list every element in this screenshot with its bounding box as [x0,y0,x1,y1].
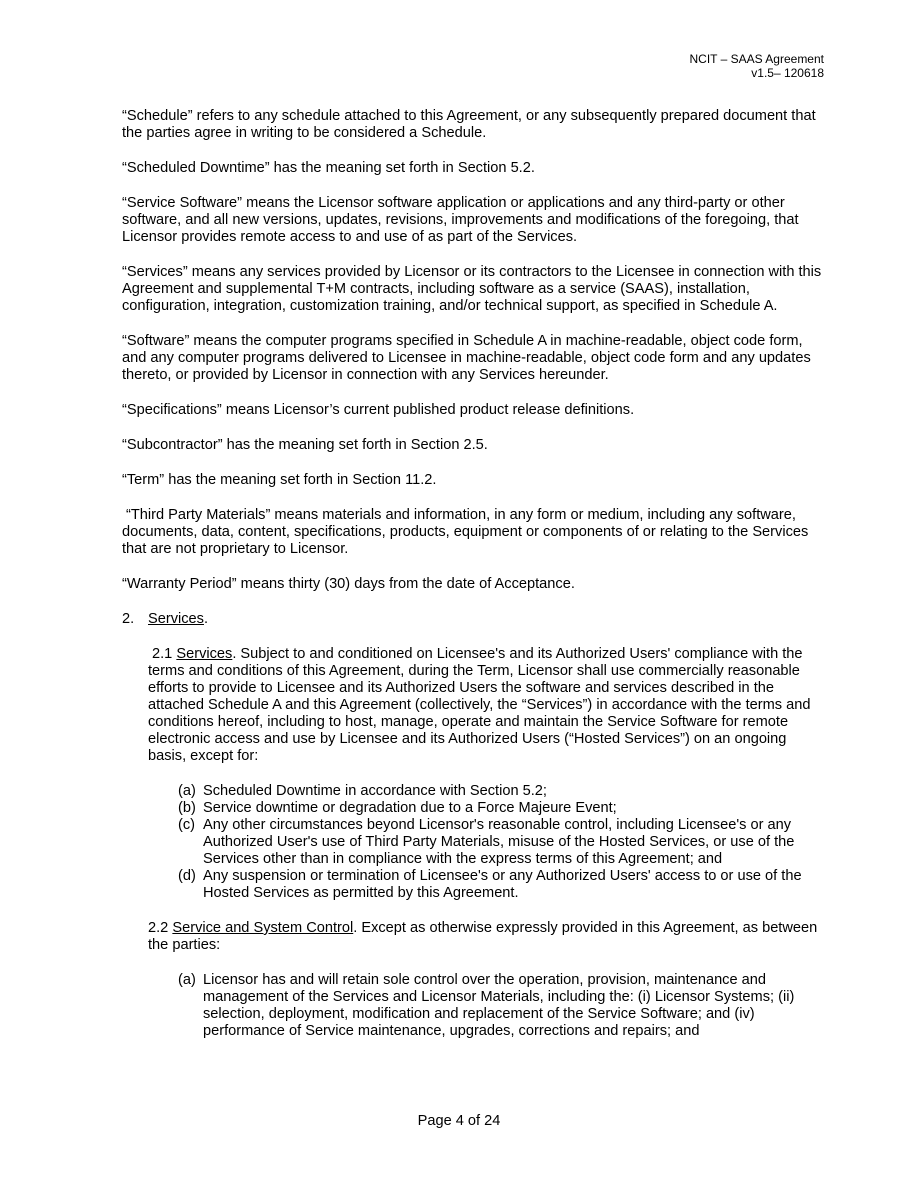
section-2-number: 2. [122,611,135,627]
section-2-2-paragraph [148,920,828,954]
definition-services: “Services” means any services provided by Licensor or its contractors to the Licensee in connection with this Agreement and supplemental T+M contracts, including software as a service (SAAS), installation, configuration, integration, customization training, and/or technical support, as specified in Schedule A. [122,264,822,314]
list-item: (a) Licensor has and will retain sole control over the operation, provision, maintenance and management of the Services and Licensor Materials, including the: (i) Licensor Systems; (ii) selection, deployment, modification and replacement of the Service Software; and (iv) performance of Service maintenance, upgrades, corrections and repairs; and [178,972,795,1039]
header-title: NCIT – SAAS Agreement [689,52,824,66]
section-2-1-title: Services [176,646,233,662]
definition-subcontractor: “Subcontractor” has the meaning set forth in Section 2.5. [122,437,488,453]
section-2-1-exceptions-list [178,783,828,902]
section-2-1-paragraph [148,646,828,765]
section-2-2-list [178,972,828,1040]
definition-specifications: “Specifications” means Licensor’s current published product release definitions. [122,402,635,418]
definition-software: “Software” means the computer programs specified in Schedule A in machine-readable, object code form, and any computer programs delivered to Licensee in machine-readable, object code form and any updates thereto, or provided by Licensor in connection with any Services hereunder. [122,333,811,383]
definition-third-party-materials: “Third Party Materials” means materials and information, in any form or medium, including any software, documents, data, content, specifications, products, equipment or components of or relating to the Services that are not proprietary to Licensor. [122,507,809,557]
section-2-1-number: 2.1 [152,646,173,662]
definition-warranty-period: “Warranty Period” means thirty (30) days from the date of Acceptance. [122,576,575,592]
section-2-2-text: . Except as otherwise expressly provided in this Agreement, as between the parties: [148,920,818,953]
list-item: (c) Any other circumstances beyond Licensor's reasonable control, including Licensee's or any Authorized User's use of Third Party Materials, misuse of the Hosted Services, or use of the Services other than in compliance with the express terms of this Agreement; and [178,817,795,867]
document-body [122,108,828,1058]
page-number: Page 4 of 24 [417,1113,501,1129]
definition-service-software: “Service Software” means the Licensor software application or applications and any third-party or other software, and all new versions, updates, revisions, improvements and modifications of the foregoing, that Licensor provides remote access to and use of as part of the Services. [122,195,799,245]
definition-scheduled-downtime: “Scheduled Downtime” has the meaning set forth in Section 5.2. [122,160,535,176]
definition-term: “Term” has the meaning set forth in Section 11.2. [122,472,437,488]
page-header [689,52,824,80]
list-item: (a) Scheduled Downtime in accordance with Section 5.2; [178,783,547,799]
section-2-1-text: . Subject to and conditioned on Licensee's and its Authorized Users' compliance with the terms and conditions of this Agreement, during the Term, Licensor shall use commercially reasonable efforts to provide to Licensee and its Authorized Users the software and services described in the attached Schedule A and this Agreement (collectively, the “Services”) in accordance with the terms and conditions hereof, including to host, manage, operate and maintain the Service Software for remote electronic access and use by Licensee and its Authorized Users (“Hosted Services”) on an ongoing basis, except for: [148,646,811,764]
section-2-title: Services [148,611,204,627]
header-version: v1.5– 120618 [751,66,824,80]
section-2-2-number: 2.2 [148,920,169,936]
section-2-title-suffix: . [203,611,209,627]
list-item: (d) Any suspension or termination of Licensee's or any Authorized Users' access to or use of the Hosted Services as permitted by this Agreement. [178,868,802,901]
section-2-2-title: Service and System Control [172,920,354,936]
section-2-heading [122,611,828,628]
definition-schedule: “Schedule” refers to any schedule attached to this Agreement, or any subsequently prepared document that the parties agree in writing to be considered a Schedule. [122,108,816,141]
list-item: (b) Service downtime or degradation due to a Force Majeure Event; [178,800,617,816]
